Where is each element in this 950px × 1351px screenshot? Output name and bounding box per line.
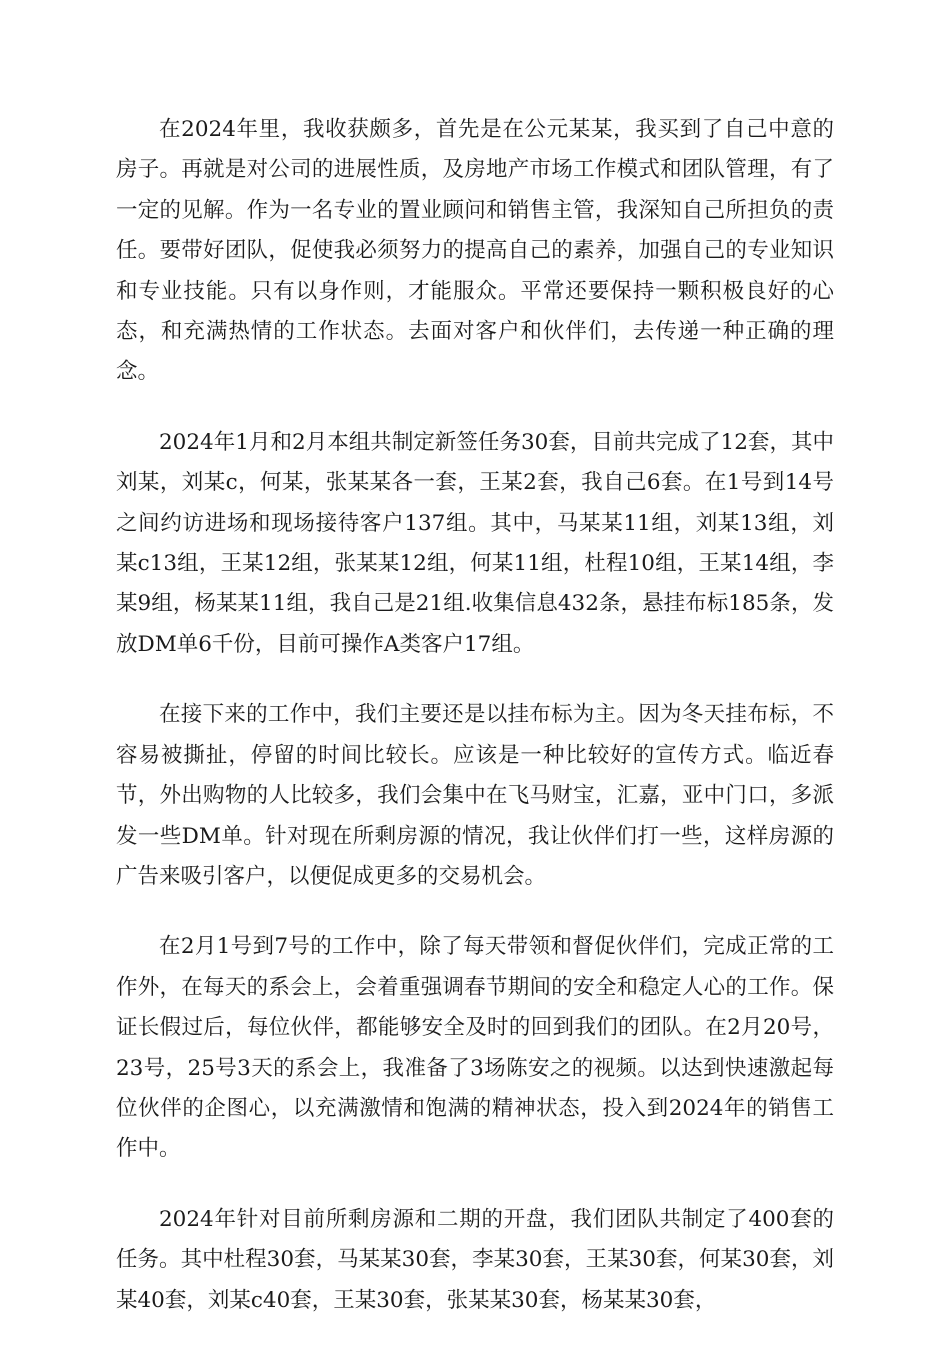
paragraph-4: 在2月1号到7号的工作中，除了每天带领和督促伙伴们，完成正常的工作外，在每天的系会上，会着重强调春节期间的安全和稳定人心的工作。保证长假过后，每位伙伴，都能够安全及时的回到我们的团队。在2月20号，23号，25号3天的系会上，我准备了3场陈安之的视频。以达到快速激起每位伙伴的企图心，以充满激情和饱满的精神状态，投入到2024年的销售工作中。 <box>116 934 834 1162</box>
document-body <box>116 110 834 1351</box>
paragraph-2: 2024年1月和2月本组共制定新签任务30套，目前共完成了12套，其中刘某，刘某c，何某，张某某各一套，王某2套，我自己6套。在1号到14号之间约访进场和现场接待客户137组。其中，马某某11组，刘某13组，刘某c13组，王某12组，张某某12组，何某11组，杜程10组，王某14组，李某9组，杨某某11组，我自己是21组.收集信息432条，悬挂布标185条，发放DM单6千份，目前可操作A类客户17组。 <box>116 429 834 657</box>
paragraph-3: 在接下来的工作中，我们主要还是以挂布标为主。因为冬天挂布标，不容易被撕扯，停留的时间比较长。应该是一种比较好的宣传方式。临近春节，外出购物的人比较多，我们会集中在飞马财宝，汇嘉，亚中门口，多派发一些DM单。针对现在所剩房源的情况，我让伙伴们打一些，这样房源的广告来吸引客户，以便促成更多的交易机会。 <box>116 702 834 889</box>
paragraph-5: 2024年针对目前所剩房源和二期的开盘，我们团队共制定了400套的任务。其中杜程30套，马某某30套，李某30套，王某30套，何某30套，刘某40套，刘某c40套，王某30套，张某某30套，杨某某30套， <box>116 1206 834 1313</box>
paragraph-1: 在2024年里，我收获颇多，首先是在公元某某，我买到了自己中意的房子。再就是对公司的进展性质，及房地产市场工作模式和团队管理，有了一定的见解。作为一名专业的置业顾问和销售主管，我深知自己所担负的责任。要带好团队，促使我必须努力的提高自己的素养，加强自己的专业知识和专业技能。只有以身作则，才能服众。平常还要保持一颗积极良好的心态，和充满热情的工作状态。去面对客户和伙伴们，去传递一种正确的理念。 <box>116 117 834 385</box>
